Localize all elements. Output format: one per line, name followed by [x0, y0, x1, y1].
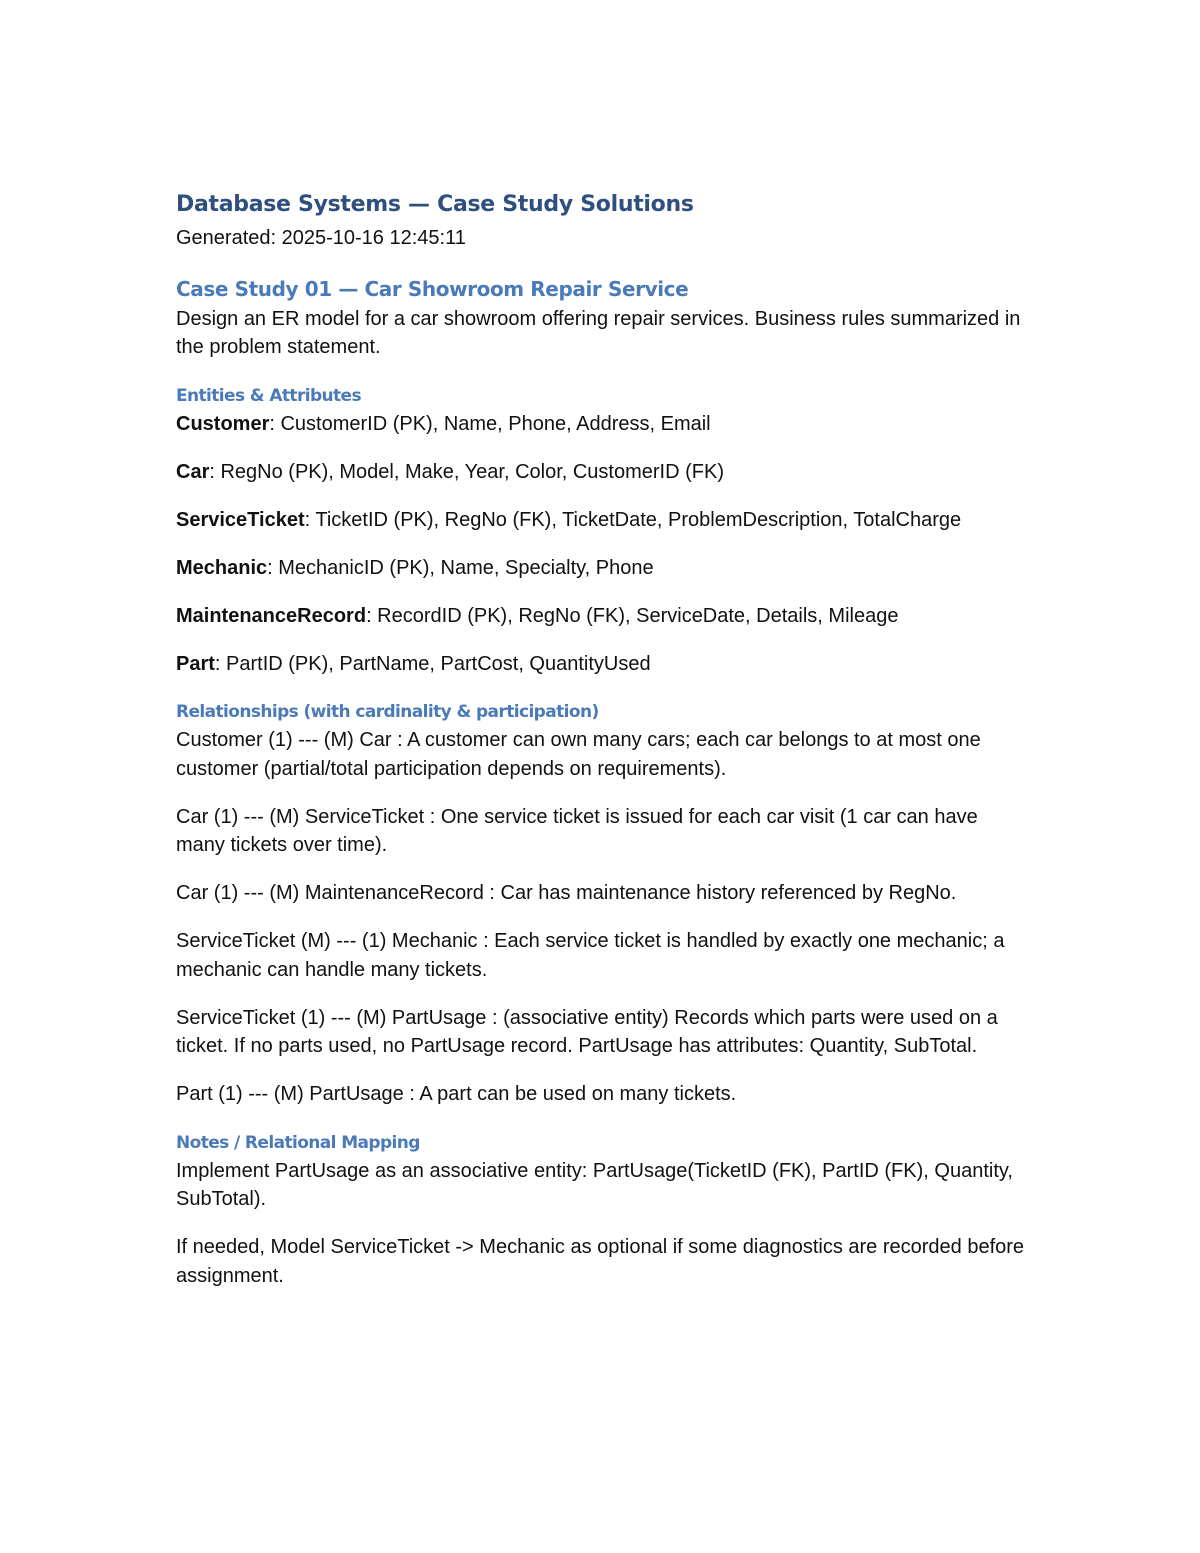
document-page [176, 190, 1026, 1290]
entities-list [176, 410, 1026, 679]
relationship-item: ServiceTicket (M) --- (1) Mechanic : Each service ticket is handled by exactly one mechanic; a mechanic can handle many tickets. [176, 930, 1005, 981]
document-title: Database Systems — Case Study Solutions [176, 192, 694, 217]
entity-item [176, 458, 1026, 487]
entity-name: MaintenanceRecord [176, 604, 367, 627]
entity-attributes: : PartID (PK), PartName, PartCost, QuantityUsed [214, 652, 651, 675]
entities-heading: Entities & Attributes [176, 385, 362, 406]
notes-list [176, 1157, 1026, 1291]
entity-attributes: : MechanicID (PK), Name, Specialty, Phone [267, 556, 654, 579]
entity-item [176, 554, 1026, 583]
entity-item [176, 506, 1026, 535]
entity-name: Part [176, 652, 215, 675]
entity-name: Mechanic [176, 556, 268, 579]
relationship-item: Car (1) --- (M) MaintenanceRecord : Car has maintenance history referenced by RegNo. [176, 882, 957, 904]
relationship-item: ServiceTicket (1) --- (M) PartUsage : (associative entity) Records which parts were used on a ticket. If no parts used, no PartUsage record. PartUsage has attributes: Quantity, SubTotal. [176, 1006, 998, 1057]
note-item: If needed, Model ServiceTicket -> Mechanic as optional if some diagnostics are recorded before assignment. [176, 1236, 1025, 1287]
entity-attributes: : TicketID (PK), RegNo (FK), TicketDate, ProblemDescription, TotalCharge [304, 508, 962, 531]
case-study-heading: Case Study 01 — Car Showroom Repair Service [176, 276, 689, 301]
note-item: Implement PartUsage as an associative entity: PartUsage(TicketID (FK), PartID (FK), Quantity, SubTotal). [176, 1159, 1013, 1210]
entity-name: Customer [176, 412, 270, 435]
entity-item [176, 410, 1026, 439]
entity-attributes: : RecordID (PK), RegNo (FK), ServiceDate, Details, Mileage [366, 604, 899, 627]
notes-heading: Notes / Relational Mapping [176, 1132, 420, 1153]
relationships-heading: Relationships (with cardinality & participation) [176, 702, 599, 722]
entity-name: Car [176, 460, 210, 483]
entity-name: ServiceTicket [176, 508, 305, 531]
relationship-item: Customer (1) --- (M) Car : A customer can own many cars; each car belongs to at most one customer (partial/total participation depends on requirements). [176, 729, 981, 780]
case-study-intro: Design an ER model for a car showroom offering repair services. Business rules summarized in the problem statement. [176, 307, 1021, 358]
entity-item [176, 650, 1026, 679]
relationship-item: Part (1) --- (M) PartUsage : A part can be used on many tickets. [176, 1083, 737, 1105]
generated-timestamp: Generated: 2025-10-16 12:45:11 [176, 227, 466, 249]
entity-item [176, 602, 1026, 631]
relationship-item: Car (1) --- (M) ServiceTicket : One service ticket is issued for each car visit (1 car can have many tickets over time). [176, 805, 978, 856]
relationships-list [176, 726, 1026, 1109]
entity-attributes: : CustomerID (PK), Name, Phone, Address, Email [269, 412, 711, 435]
entity-attributes: : RegNo (PK), Model, Make, Year, Color, CustomerID (FK) [209, 460, 724, 483]
